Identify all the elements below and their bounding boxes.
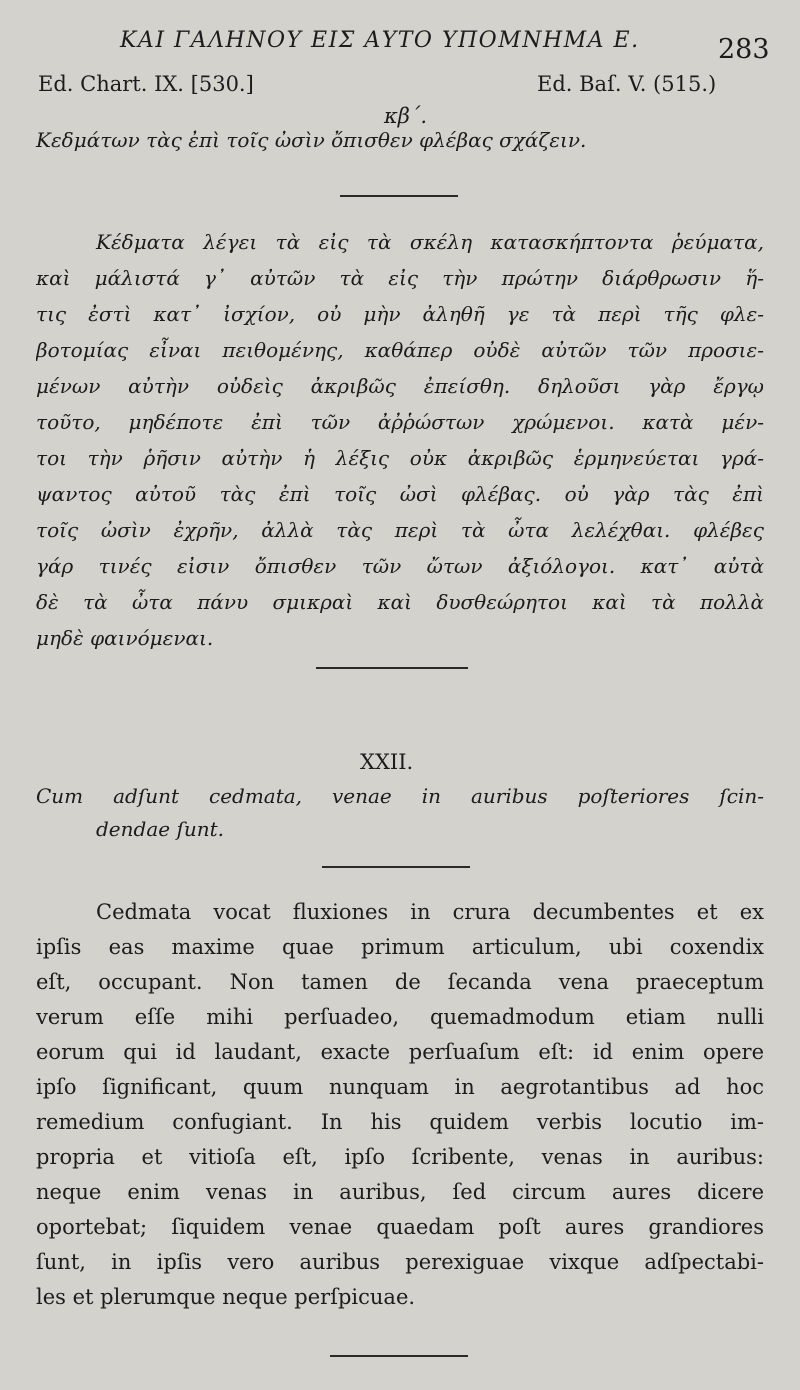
latin-lemma-line: Cum adſunt cedmata, venae in auribus poſteriores ſcin-	[36, 784, 764, 808]
greek-commentary-line: μηδὲ φαινόμεναι.	[36, 626, 214, 650]
latin-commentary-line: ipſo ſignificant, quum nunquam in aegrotantibus ad hoc	[36, 1075, 764, 1099]
latin-commentary-line: Cedmata vocat fluxiones in crura decumbentes et ex	[96, 900, 764, 924]
greek-commentary-line: Κέδματα λέγει τὰ εἰς τὰ σκέλη κατασκήπτοντα ῥεύματα,	[96, 230, 764, 254]
greek-commentary-line: τοι τὴν ῥῆσιν αὐτὴν ἡ λέξις οὐκ ἀκριβῶς ἑρμηνεύεται γρά-	[36, 446, 764, 470]
running-title: ΚΑΙ ΓΑΛΗΝΟΥ ΕΙΣ ΑΥΤΟ ΥΠΟΜΝΗΜΑ Ε.	[120, 28, 640, 53]
greek-commentary-line: δὲ τὰ ὦτα πάνυ σμικραὶ καὶ δυσθεώρητοι καὶ τὰ πολλὰ	[36, 590, 764, 614]
greek-commentary-line: τοῖς ὠσὶν ἐχρῆν, ἀλλὰ τὰς περὶ τὰ ὦτα λελέχθαι. φλέβες	[36, 518, 764, 542]
edition-reference-right: Ed. Baſ. V. (515.)	[537, 72, 717, 96]
greek-commentary-line: βοτομίας εἶναι πειθομένης, καθάπερ οὐδὲ αὐτῶν τῶν προσιε-	[36, 338, 764, 362]
greek-commentary-line: γάρ τινές εἰσιν ὄπισθεν τῶν ὤτων ἀξιόλογοι. κατ᾽ αὐτὰ	[36, 554, 764, 578]
page-number: 283	[718, 34, 770, 65]
greek-commentary-line: καὶ μάλιστά γ᾽ αὐτῶν τὰ εἰς τὴν πρώτην διάρθρωσιν ἥ-	[36, 266, 764, 290]
latin-commentary-line: verum eſſe mihi perſuadeo, quemadmodum etiam nulli	[36, 1005, 764, 1029]
greek-commentary-line: τις ἐστὶ κατ᾽ ἰσχίον, οὐ μὴν ἀληθῆ γε τὰ περὶ τῆς φλε-	[36, 302, 764, 326]
latin-commentary-line: remedium confugiant. In his quidem verbis locutio im-	[36, 1110, 764, 1134]
latin-lemma	[36, 780, 764, 846]
greek-commentary-line: τοῦτο, μηδέποτε ἐπὶ τῶν ἀῤῥώστων χρώμενοι. κατὰ μέν-	[36, 410, 764, 434]
section-divider	[316, 667, 468, 669]
latin-commentary-line: eorum qui id laudant, exacte perſuaſum eſt: id enim opere	[36, 1040, 764, 1064]
section-divider	[330, 1355, 468, 1357]
latin-section-numeral: XXII.	[360, 750, 414, 774]
latin-commentary-line: ſunt, in ipſis vero auribus perexiguae vixque adſpectabi-	[36, 1250, 764, 1274]
latin-lemma-line: dendae ſunt.	[96, 817, 224, 841]
greek-lemma: Κεδμάτων τὰς ἐπὶ τοῖς ὠσὶν ὄπισθεν φλέβας σχάζειν.	[36, 128, 587, 152]
latin-commentary-line: neque enim venas in auribus, ſed circum aures dicere	[36, 1180, 764, 1204]
latin-commentary-line: eſt, occupant. Non tamen de ſecanda vena praeceptum	[36, 970, 764, 994]
edition-reference-left: Ed. Chart. IX. [530.]	[38, 72, 254, 96]
section-divider	[340, 195, 458, 197]
latin-commentary-line: ipſis eas maxime quae primum articulum, ubi coxendix	[36, 935, 764, 959]
greek-section-numeral: κβ΄.	[384, 104, 428, 128]
latin-commentary-line: oportebat; ſiquidem venae quaedam poſt aures grandiores	[36, 1215, 764, 1239]
greek-commentary	[36, 224, 764, 656]
latin-commentary	[36, 895, 764, 1315]
greek-commentary-line: μένων αὐτὴν οὐδεὶς ἀκριβῶς ἐπείσθη. δηλοῦσι γὰρ ἔργῳ	[36, 374, 764, 398]
latin-commentary-line: propria et vitioſa eſt, ipſo ſcribente, venas in auribus:	[36, 1145, 764, 1169]
latin-commentary-line: les et plerumque neque perſpicuae.	[36, 1285, 416, 1309]
section-divider	[322, 866, 470, 868]
greek-commentary-line: ψαντος αὐτοῦ τὰς ἐπὶ τοῖς ὠσὶ φλέβας. οὐ γὰρ τὰς ἐπὶ	[36, 482, 764, 506]
